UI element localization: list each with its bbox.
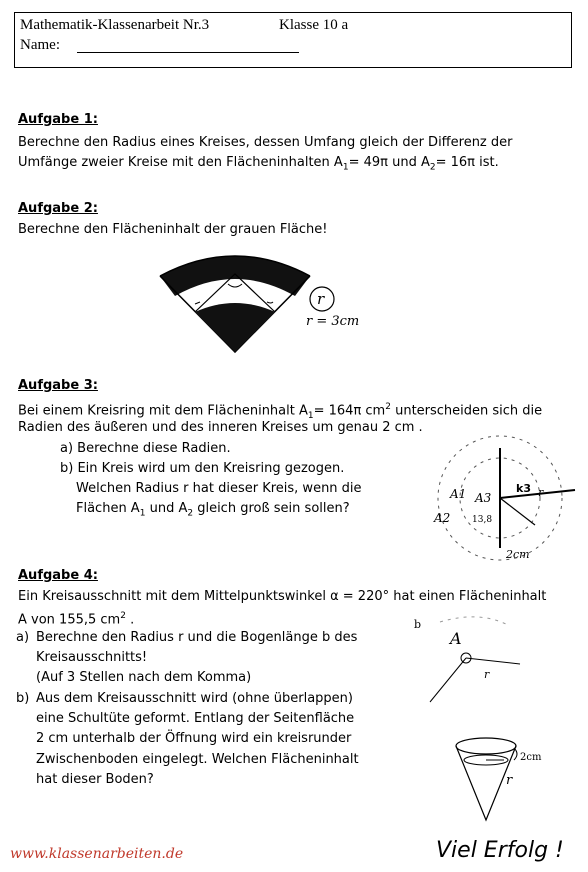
good-luck-text: Viel Erfolg ! <box>436 838 564 863</box>
exam-title: Mathematik-Klassenarbeit Nr.3 <box>20 17 210 33</box>
footer-url[interactable]: www.klassenarbeiten.de <box>10 846 184 862</box>
ring-label-a2: A2 <box>434 511 451 525</box>
task4-b2: eine Schultüte geformt. Entlang der Seitenfläche <box>36 711 355 726</box>
task3-b2: Welchen Radius r hat dieser Kreis, wenn die <box>76 481 362 496</box>
task3-line2: Radien des äußeren und des inneren Kreises um genau 2 cm . <box>18 420 423 435</box>
name-line <box>77 52 299 53</box>
task4-b4: Zwischenboden eingelegt. Welchen Flächeninhalt <box>36 752 359 767</box>
sector-sketch <box>410 612 560 712</box>
task3-line1: Bei einem Kreisring mit dem Flächeninhalt $A_1= 164\pi$ $cm^2$ unterscheiden sich die <box>18 402 543 421</box>
task3-b1: b) Ein Kreis wird um den Kreisring gezogen. <box>60 461 345 476</box>
ring-label-r: r <box>538 486 544 499</box>
ring-label-value: 13,8 <box>472 515 493 525</box>
task4-a3: (Auf 3 Stellen nach dem Komma) <box>36 670 252 685</box>
name-label: Name: <box>20 37 60 53</box>
sector-label-b: b <box>414 618 422 631</box>
task4-heading: Aufgabe 4: <box>18 568 98 583</box>
ring-label-k3: k3 <box>516 482 531 495</box>
task4-b5: hat dieser Boden? <box>36 772 154 787</box>
header-box <box>14 12 572 68</box>
ring-label-2cm: 2cm <box>506 548 530 561</box>
ring-sketch <box>420 430 580 570</box>
quarter-circle-figure <box>150 244 390 364</box>
class-label: Klasse 10 a <box>279 17 349 33</box>
task2-heading: Aufgabe 2: <box>18 201 98 216</box>
task1-line1: Berechne den Radius eines Kreises, dessen Umfang gleich der Differenz der <box>18 135 513 150</box>
task4-line2: A von 155,5 $cm^2$ . <box>18 611 135 628</box>
cone-label-r: r <box>506 773 513 788</box>
task4-a2: Kreisausschnitts! <box>36 650 148 665</box>
sector-label-a: A <box>450 629 462 648</box>
task2-note-r: r <box>317 290 325 308</box>
task4-b3: 2 cm unterhalb der Öffnung wird ein kreisrunder <box>36 731 352 746</box>
task4-line1: Ein Kreisausschnitt mit dem Mittelpunktswinkel α = 220° hat einen Flächeninhalt <box>18 589 547 604</box>
task3-heading: Aufgabe 3: <box>18 378 98 393</box>
task4-b-marker: b) <box>16 691 30 706</box>
task4-a1: Berechne den Radius r und die Bogenlänge b des <box>36 630 358 645</box>
task4-b1: Aus dem Kreisausschnitt wird (ohne überlappen) <box>36 691 353 706</box>
task2-line1: Berechne den Flächeninhalt der grauen Fläche! <box>18 222 328 237</box>
task4-a-marker: a) <box>16 630 30 645</box>
task1-heading: Aufgabe 1: <box>18 112 98 127</box>
cone-label-2cm: 2cm <box>520 752 542 763</box>
task3-b3: Flächen $A_1$ und $A_2$ gleich groß sein sollen? <box>76 501 350 519</box>
sector-label-r: r <box>484 668 490 681</box>
ring-label-a3: A3 <box>475 491 492 505</box>
cone-sketch <box>448 734 558 824</box>
task1-line2: Umfänge zweier Kreise mit den Flächeninhalten $A_1= 49\pi$ und $A_2= 16\pi$ ist. <box>18 155 499 173</box>
ring-label-a1: A1 <box>450 487 467 501</box>
task3-a: a) Berechne diese Radien. <box>60 441 231 456</box>
task2-note-eq: r = 3cm <box>306 314 360 329</box>
